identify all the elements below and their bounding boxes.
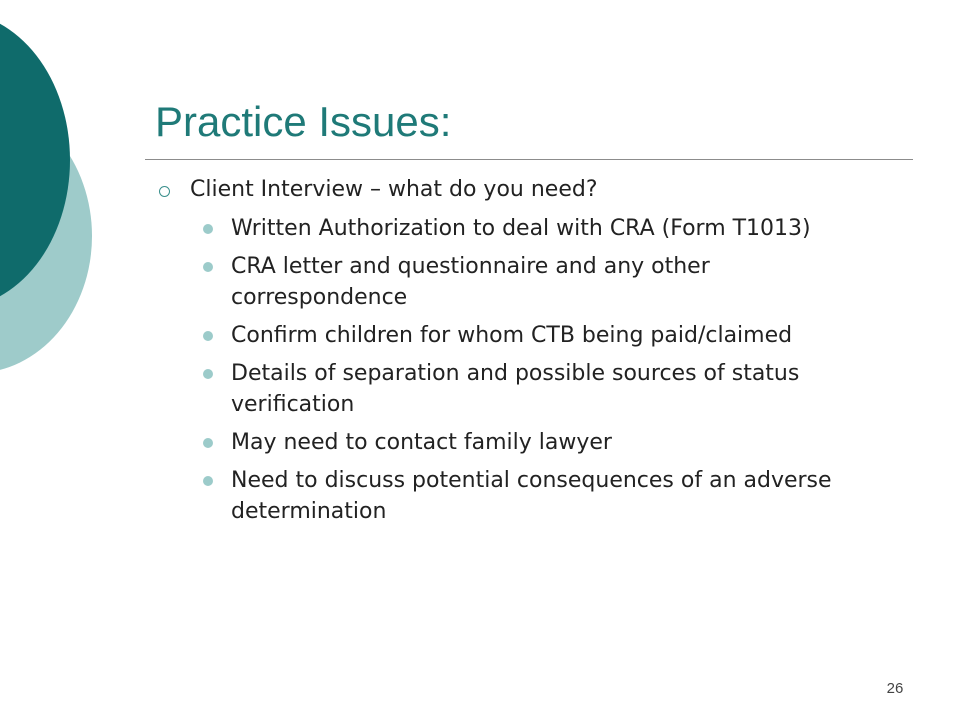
sub-bullet-item [231,358,850,420]
sub-bullet-text: May need to contact family lawyer [231,430,612,455]
sub-bullet-text: Confirm children for whom CTB being paid/claimed [231,323,793,348]
main-bullet [150,174,850,206]
sub-bullet-item [231,251,850,313]
hollow-circle-bullet-icon [159,186,170,197]
filled-circle-bullet-icon [203,331,213,341]
main-bullet-text: Client Interview – what do you need? [190,177,598,202]
sub-bullet-item [231,427,850,458]
filled-circle-bullet-icon [203,438,213,448]
title-divider [145,159,913,160]
sub-bullet-list [150,213,850,527]
slide-content [150,174,850,527]
sub-bullet-item [231,320,850,351]
sub-bullet-item [231,465,850,527]
filled-circle-bullet-icon [203,369,213,379]
decorative-circles [0,0,130,400]
sub-bullet-text: Details of separation and possible sources of status verification [231,361,800,417]
sub-bullet-item [231,213,850,244]
filled-circle-bullet-icon [203,262,213,272]
sub-bullet-text: Written Authorization to deal with CRA (Form T1013) [231,216,811,241]
sub-bullet-text: CRA letter and questionnaire and any other correspondence [231,254,710,310]
sub-bullet-text: Need to discuss potential consequences of an adverse determination [231,468,832,524]
slide-title: Practice Issues: [155,98,452,145]
filled-circle-bullet-icon [203,224,213,234]
filled-circle-bullet-icon [203,476,213,486]
page-number: 26 [886,680,904,697]
